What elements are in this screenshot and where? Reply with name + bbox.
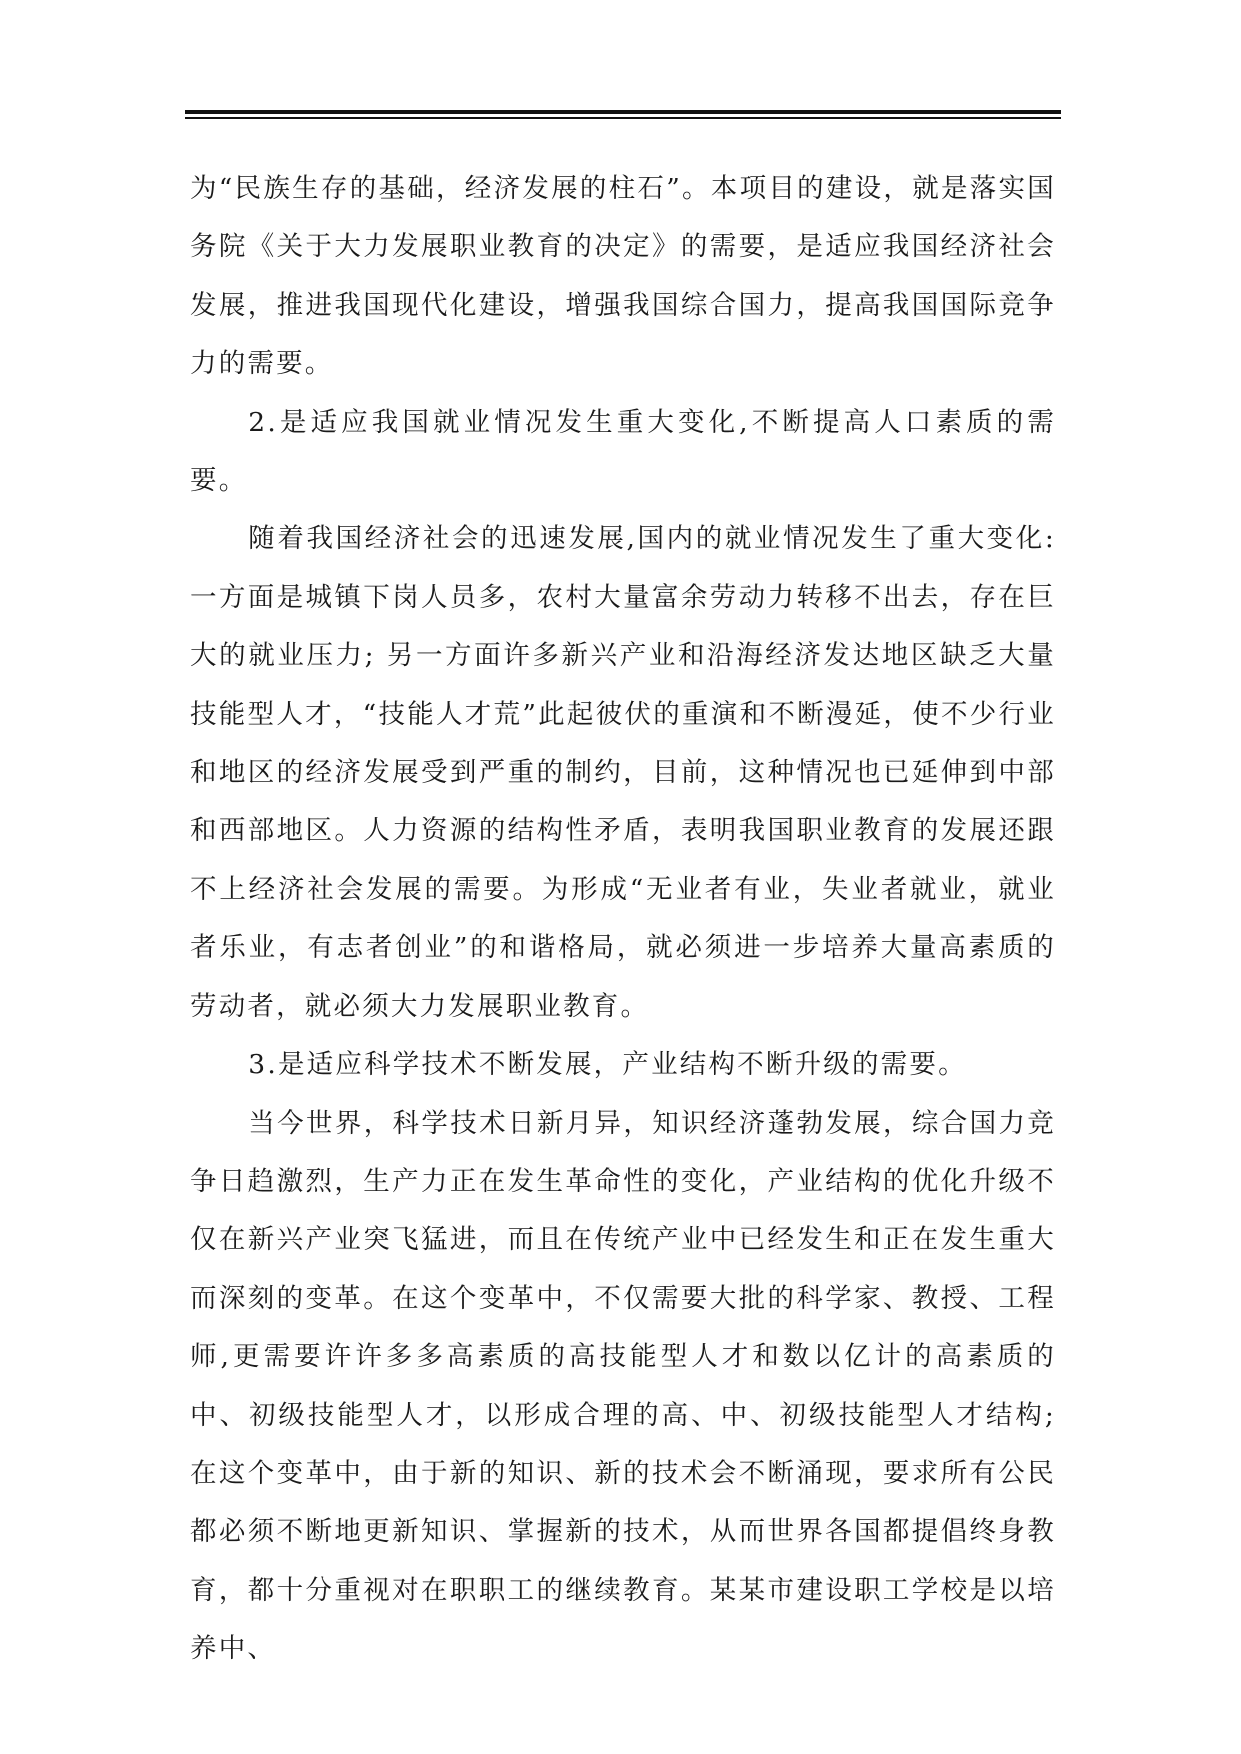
header-rule-thin — [185, 117, 1061, 119]
section-heading-2: 2.是适应我国就业情况发生重大变化,不断提高人口素质的需要。 — [190, 406, 1056, 497]
header-rule-thick — [185, 110, 1061, 114]
paragraph-employment: 随着我国经济社会的迅速发展,国内的就业情况发生了重大变化:一方面是城镇下岗人员多，农村大量富余劳动力转移不出去，存在巨大的就业压力; 另一方面许多新兴产业和沿海经济发达地区缺乏大量技能型人才，“技能人才荒”此起彼伏的重演和不断漫延，使不少行业和地区的经济发展受到严重的制约，目前，这种情况也已延伸到中部和西部地区。人力资源的结构性矛盾，表明我国职业教育的发展还跟不上经济社会发展的需要。为形成“无业者有业，失业者就业，就业者乐业，有志者创业”的和谐格局，就必须进一步培养大量高素质的劳动者，就必须大力发展职业教育。 — [190, 523, 1056, 1022]
document-body — [190, 160, 1056, 1679]
paragraph-continuation: 为“民族生存的基础，经济发展的柱石”。本项目的建设，就是落实国务院《关于大力发展职业教育的决定》的需要，是适应我国经济社会发展，推进我国现代化建设，增强我国综合国力，提高我国国际竞争力的需要。 — [190, 173, 1056, 380]
section-heading-3: 3.是适应科学技术不断发展，产业结构不断升级的需要。 — [248, 1049, 967, 1081]
paragraph-technology: 当今世界，科学技术日新月异，知识经济蓬勃发展，综合国力竞争日趋激烈，生产力正在发生革命性的变化，产业结构的优化升级不仅在新兴产业突飞猛进，而且在传统产业中已经发生和正在发生重大而深刻的变革。在这个变革中，不仅需要大批的科学家、教授、工程师,更需要许许多多高素质的高技能型人才和数以亿计的高素质的中、初级技能型人才，以形成合理的高、中、初级技能型人才结构; 在这个变革中，由于新的知识、新的技术会不断涌现，要求所有公民都必须不断地更新知识、掌握新的技术，从而世界各国都提倡终身教育，都十分重视对在职职工的继续教育。某某市建设职工学校是以培养中、 — [190, 1107, 1056, 1665]
